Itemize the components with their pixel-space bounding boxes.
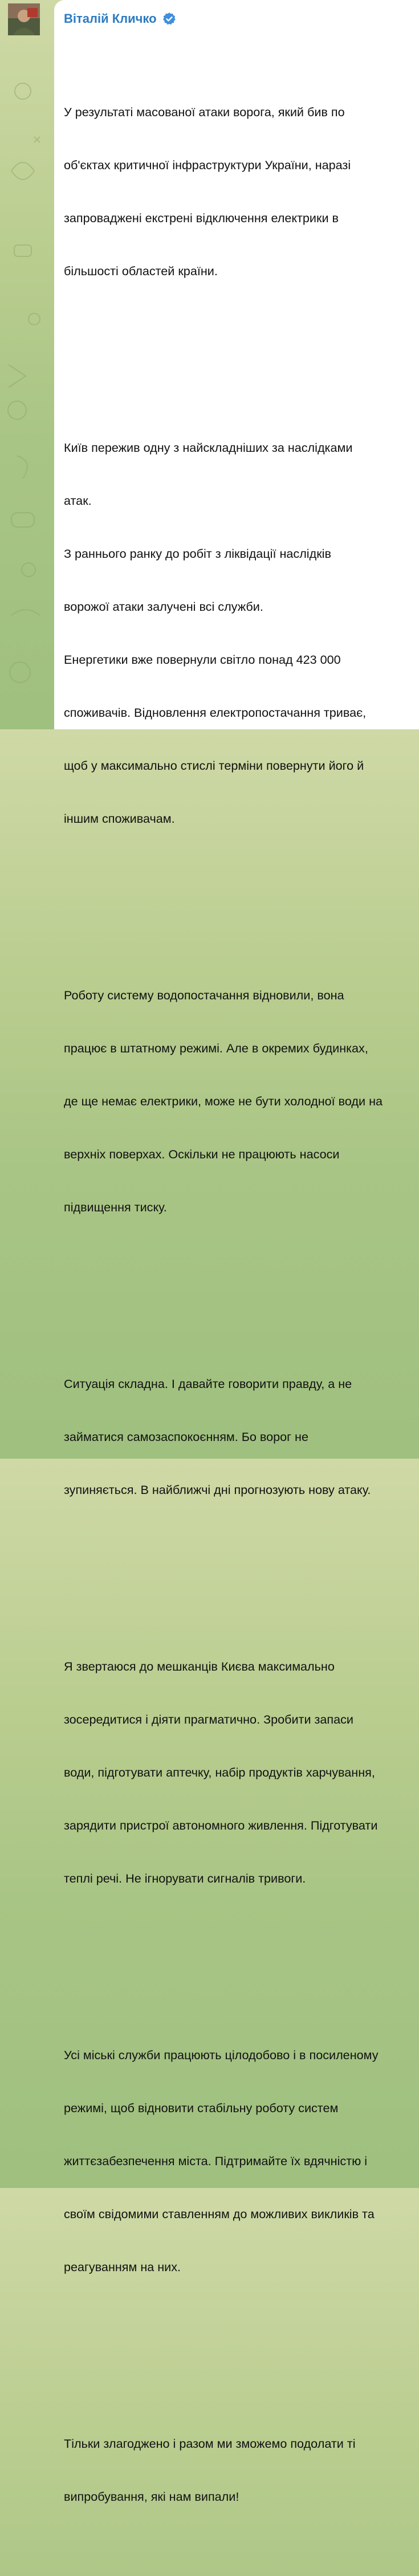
message-line: Тільки злагоджено і разом ми зможемо подолати ті bbox=[64, 2436, 356, 2451]
verified-badge-icon bbox=[162, 12, 176, 26]
sender-avatar[interactable] bbox=[8, 3, 40, 35]
message-line: Київ пережив одну з найскладніших за наслідками bbox=[64, 440, 353, 455]
message-line: життєзабезпечення міста. Підтримайте їх вдячністю і bbox=[64, 2154, 368, 2168]
message-line: зарядити пристрої автономного живлення. Підготувати bbox=[64, 1818, 378, 1832]
message-header bbox=[64, 10, 419, 27]
message-text bbox=[64, 32, 419, 2576]
message-paragraph bbox=[64, 951, 419, 1251]
message-line: споживачів. Відновлення електропостачання триває, bbox=[64, 705, 367, 720]
message-paragraph bbox=[64, 68, 419, 315]
message-line: де ще немає електрики, може не бути холодної води на bbox=[64, 1094, 383, 1108]
message-line: ворожої атаки залучені всі служби. bbox=[64, 599, 263, 614]
message-paragraph bbox=[64, 1622, 419, 1922]
message-line: щоб у максимально стислі терміни повернути його й bbox=[64, 758, 364, 773]
message-line: Ситуація складна. І давайте говорити правду, а не bbox=[64, 1377, 352, 1391]
message-bubble[interactable] bbox=[54, 0, 419, 2504]
message-line: працює в штатному режимі. Але в окремих будинках, bbox=[64, 1041, 368, 1055]
chat-wallpaper-pattern bbox=[0, 0, 57, 729]
message-line: запроваджені екстрені відключення електрики в bbox=[64, 211, 339, 225]
message-line: іншим споживачам. bbox=[64, 811, 175, 826]
message-line: підвищення тиску. bbox=[64, 1200, 167, 1214]
message-paragraph bbox=[64, 403, 419, 863]
avatar-image bbox=[8, 3, 40, 35]
message-line: займатися самозаспокоєнням. Бо ворог не bbox=[64, 1430, 308, 1444]
message-line: зупиняється. В найближчі дні прогнозують нову атаку. bbox=[64, 1483, 371, 1497]
message-paragraph bbox=[64, 1340, 419, 1534]
paragraph-gap bbox=[64, 2346, 419, 2364]
paragraph-gap bbox=[64, 1958, 419, 1975]
message-line: У результаті масованої атаки ворога, який бив по bbox=[64, 105, 345, 119]
message-line: Усі міські служби працюють цілодобово і в посиленому bbox=[64, 2048, 379, 2062]
message-line: режимі, щоб відновити стабільну роботу систем bbox=[64, 2101, 339, 2115]
message-line: зосередитися і діяти прагматично. Зробити запаси bbox=[64, 1712, 353, 1726]
message-line: води, підготувати аптечку, набір продуктів харчування, bbox=[64, 1765, 375, 1779]
message-line: Роботу систему водопостачання відновили, вона bbox=[64, 988, 344, 1002]
message-paragraph bbox=[64, 2011, 419, 2311]
paragraph-gap bbox=[64, 1569, 419, 1587]
paragraph-gap bbox=[64, 898, 419, 916]
message-line: верхніх поверхах. Оскільки не працюють насоси bbox=[64, 1147, 340, 1161]
message-line: випробування, які нам випали! bbox=[64, 2489, 239, 2504]
message-line: З раннього ранку до робіт з ліквідації наслідків bbox=[64, 546, 331, 561]
message-line: Я звертаюся до мешканців Києва максимально bbox=[64, 1659, 335, 1673]
message-line: більшості областей країни. bbox=[64, 264, 218, 278]
paragraph-gap bbox=[64, 1287, 419, 1304]
message-line: своїм свідомими ставленням до можливих викликів та bbox=[64, 2207, 375, 2221]
message-line: атак. bbox=[64, 493, 92, 508]
message-line: реагуванням на них. bbox=[64, 2260, 181, 2274]
message-line: теплі речі. Не ігнорувати сигналів тривоги. bbox=[64, 1871, 306, 1885]
sender-name[interactable]: Віталій Кличко bbox=[64, 11, 157, 26]
message-line: Енергетики вже повернули світло понад 423 000 bbox=[64, 652, 341, 667]
message-paragraph bbox=[64, 2399, 419, 2541]
message-line: об'єктах критичної інфраструктури України, наразі bbox=[64, 158, 351, 172]
paragraph-gap bbox=[64, 350, 419, 368]
